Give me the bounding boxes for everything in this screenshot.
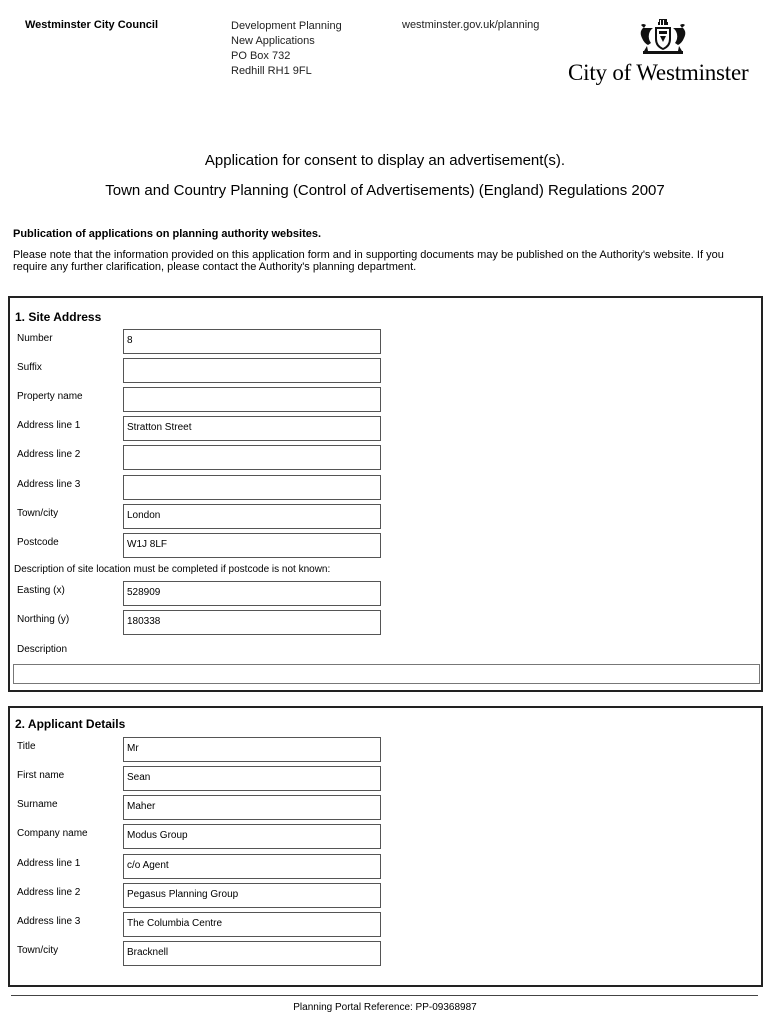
description-label: Description [17, 644, 68, 655]
title-field[interactable]: Mr [123, 737, 381, 762]
easting-field[interactable]: 528909 [123, 581, 381, 606]
company-name-label: Company name [17, 828, 88, 839]
address-line-1-label: Address line 1 [17, 420, 81, 431]
surname-field[interactable]: Maher [123, 795, 381, 820]
location-note: Description of site location must be completed if postcode is not known: [14, 564, 331, 575]
first-name-field[interactable]: Sean [123, 766, 381, 791]
portal-reference: Planning Portal Reference: PP-09368987 [293, 1002, 477, 1013]
site-address-section [8, 296, 763, 692]
title-label: Title [17, 741, 36, 752]
northing-field[interactable]: 180338 [123, 610, 381, 635]
applicant-address-line-1-field[interactable]: c/o Agent [123, 854, 381, 879]
address-line: Development Planning [231, 20, 342, 32]
description-field[interactable] [13, 664, 760, 684]
surname-label: Surname [17, 799, 58, 810]
town-city-label: Town/city [17, 508, 59, 519]
website-link[interactable]: westminster.gov.uk/planning [402, 19, 540, 31]
applicant-address-line-3-label: Address line 3 [17, 916, 81, 927]
applicant-address-line-2-field[interactable]: Pegasus Planning Group [123, 883, 381, 908]
address-line: PO Box 732 [231, 50, 291, 62]
applicant-town-city-field[interactable]: Bracknell [123, 941, 381, 966]
footer-divider [11, 995, 758, 996]
easting-label: Easting (x) [17, 585, 65, 596]
address-line-1-field[interactable]: Stratton Street [123, 416, 381, 441]
applicant-address-line-1-label: Address line 1 [17, 858, 81, 869]
address-line-3-label: Address line 3 [17, 479, 81, 490]
section-title: 1. Site Address [15, 310, 102, 324]
address-line-3-field[interactable] [123, 475, 381, 500]
form-title: Application for consent to display an advertisement(s). [204, 152, 566, 169]
coat-of-arms-icon [637, 18, 689, 58]
address-line: Redhill RH1 9FL [231, 65, 312, 77]
publication-heading: Publication of applications on planning authority websites. [13, 228, 322, 240]
number-label: Number [17, 333, 53, 344]
suffix-field[interactable] [123, 358, 381, 383]
address-line-2-label: Address line 2 [17, 449, 81, 460]
applicant-town-city-label: Town/city [17, 945, 59, 956]
number-field[interactable]: 8 [123, 329, 381, 354]
property-name-label: Property name [17, 391, 83, 402]
brand-wordmark: City of Westminster [568, 60, 749, 85]
postcode-label: Postcode [17, 537, 59, 548]
regulation-title: Town and Country Planning (Control of Advertisements) (England) Regulations 2007 [105, 182, 665, 199]
northing-label: Northing (y) [17, 614, 70, 625]
company-name-field[interactable]: Modus Group [123, 824, 381, 849]
applicant-address-line-2-label: Address line 2 [17, 887, 81, 898]
property-name-field[interactable] [123, 387, 381, 412]
applicant-details-section [8, 706, 763, 987]
address-line: New Applications [231, 35, 315, 47]
town-city-field[interactable]: London [123, 504, 381, 529]
postal-address [231, 19, 342, 79]
council-name: Westminster City Council [25, 19, 159, 31]
postcode-field[interactable]: W1J 8LF [123, 533, 381, 558]
publication-note: Please note that the information provided on this application form and in supporting documents may be published on the Authority's website. If you require any further clarification, please contact the Authority's planning department. [13, 249, 724, 273]
first-name-label: First name [17, 770, 65, 781]
address-line-2-field[interactable] [123, 445, 381, 470]
suffix-label: Suffix [17, 362, 42, 373]
section-title: 2. Applicant Details [15, 717, 126, 731]
applicant-address-line-3-field[interactable]: The Columbia Centre [123, 912, 381, 937]
